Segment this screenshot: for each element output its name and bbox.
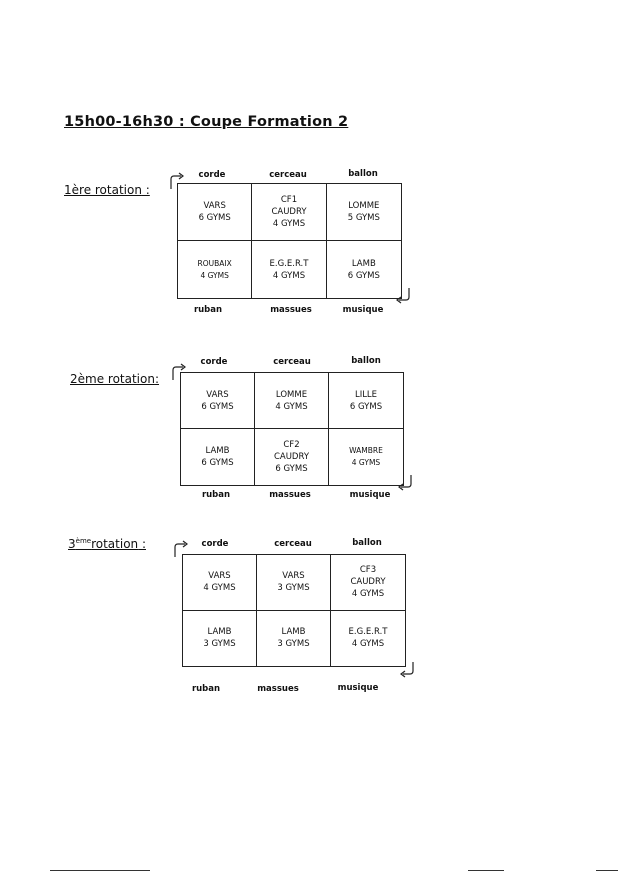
rotation-3-cell-musique: E.G.E.R.T 4 GYMS [348, 627, 388, 650]
apparatus-label-cerceau: cerceau [269, 170, 307, 180]
apparatus-label-massues: massues [270, 305, 312, 315]
apparatus-label-musique: musique [342, 305, 384, 315]
rotation-3-cell-cerceau: VARS 3 GYMS [257, 555, 331, 611]
rotation-3-cell-ballon: CF3 CAUDRY 4 GYMS [331, 555, 405, 611]
rotation-1-cell-ballon: LOMME 5 GYMS [327, 184, 401, 241]
rotation-2-cell-cerceau: LOMME 4 GYMS [255, 373, 329, 429]
apparatus-label-ballon: ballon [348, 169, 378, 179]
rotation-1-cell-ruban: ROUBAIX 4 GYMS [178, 241, 252, 298]
apparatus-label-cerceau: cerceau [273, 357, 311, 367]
footer-divider [468, 870, 504, 871]
rotation-end-arrow-icon [394, 287, 412, 305]
rotation-3-cell-ruban: LAMB 3 GYMS [183, 611, 257, 667]
rotation-3-cell-massues: LAMB 3 GYMS [257, 611, 331, 667]
rotation-2-grid [180, 372, 404, 486]
footer-divider [50, 870, 150, 871]
rotation-2-cell-ballon: LILLE 6 GYMS [329, 373, 403, 429]
apparatus-label-corde: corde [201, 539, 229, 549]
rotation-1-grid [177, 183, 402, 299]
apparatus-label-ruban: ruban [193, 305, 223, 315]
apparatus-label-ballon: ballon [351, 356, 381, 366]
rotation-3-label: 3èmerotation : [68, 537, 146, 551]
rotation-1-label: 1ère rotation : [64, 183, 150, 197]
apparatus-label-massues: massues [269, 490, 311, 500]
apparatus-label-musique: musique [349, 490, 391, 500]
rotation-1-cell-cerceau: CF1 CAUDRY 4 GYMS [252, 184, 326, 241]
apparatus-label-cerceau: cerceau [274, 539, 312, 549]
footer-divider [596, 870, 618, 871]
rotation-2-cell-massues: CF2 CAUDRY 6 GYMS [255, 429, 329, 485]
apparatus-label-musique: musique [337, 683, 379, 693]
rotation-1-cell-corde: VARS 6 GYMS [178, 184, 252, 241]
page-title: 15h00-16h30 : Coupe Formation 2 [64, 114, 349, 130]
rotation-end-arrow-icon [398, 661, 416, 679]
rotation-1-cell-massues: E.G.E.R.T 4 GYMS [252, 241, 326, 298]
rotation-3-cell-corde: VARS 4 GYMS [183, 555, 257, 611]
apparatus-label-corde: corde [198, 170, 226, 180]
apparatus-label-corde: corde [200, 357, 228, 367]
rotation-3-grid [182, 554, 406, 667]
rotation-2-label: 2ème rotation: [70, 372, 160, 386]
apparatus-label-ruban: ruban [191, 684, 221, 694]
rotation-1-cell-musique: LAMB 6 GYMS [347, 258, 380, 281]
apparatus-label-ballon: ballon [352, 538, 382, 548]
rotation-2-cell-musique: WAMBRE 4 GYMS [349, 446, 383, 467]
apparatus-label-massues: massues [257, 684, 299, 694]
rotation-2-cell-corde: VARS 6 GYMS [181, 373, 255, 429]
rotation-2-cell-ruban: LAMB 6 GYMS [181, 429, 255, 485]
apparatus-label-ruban: ruban [201, 490, 231, 500]
